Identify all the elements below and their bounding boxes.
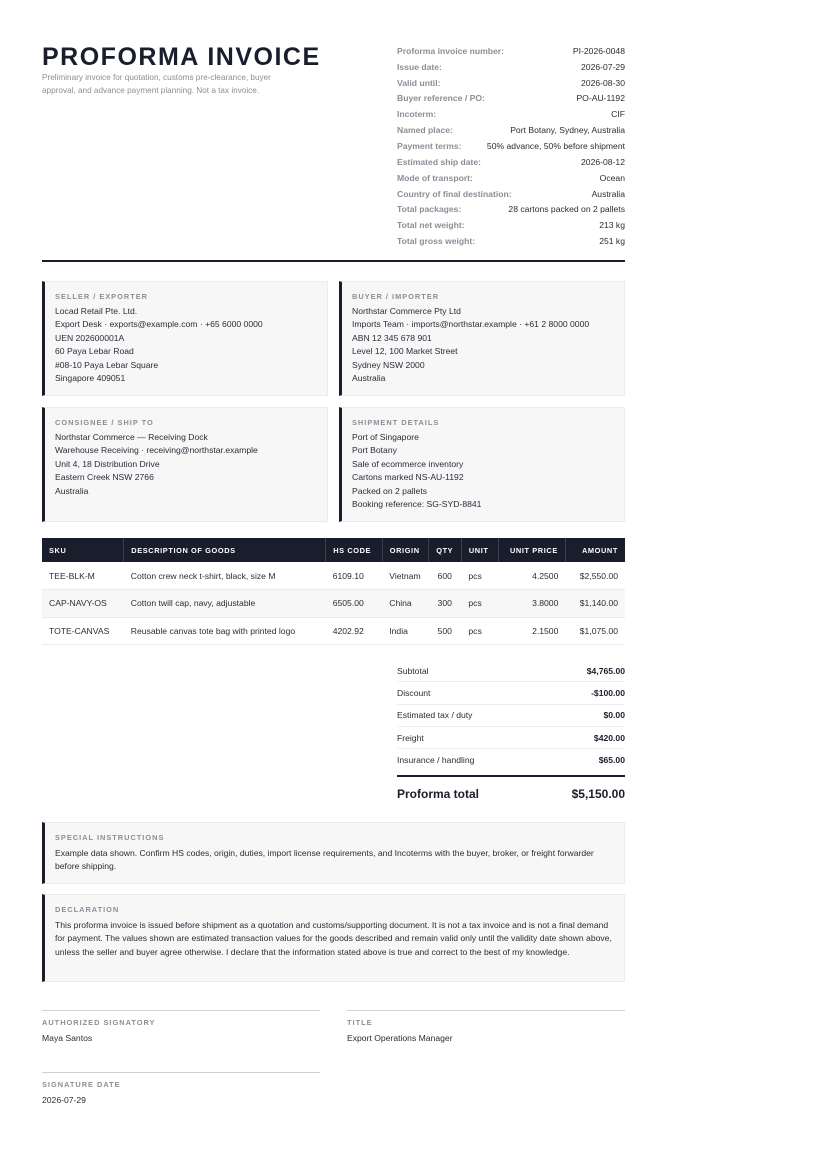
signature-date-label: SIGNATURE DATE: [42, 1080, 121, 1089]
declaration-label: DECLARATION: [55, 905, 120, 914]
meta-value: Port Botany, Sydney, Australia: [510, 125, 625, 136]
cell-hs-code: 6505.00: [326, 590, 383, 618]
column-header-origin: ORIGIN: [382, 538, 428, 562]
shipment-label: SHIPMENT DETAILS: [352, 418, 440, 427]
seller-label: SELLER / EXPORTER: [55, 292, 148, 301]
cell-unit: pcs: [461, 617, 498, 645]
grand-total: [397, 777, 625, 811]
shipment-line: Cartons marked NS-AU-1192: [352, 472, 464, 483]
cell-unit-price: 3.8000: [499, 590, 566, 618]
totals-row-tax: [397, 705, 625, 727]
signatory-name: Maya Santos: [42, 1033, 93, 1043]
cell-origin: India: [382, 617, 428, 645]
meta-value: PO-AU-1192: [576, 93, 625, 104]
table-row: [42, 590, 625, 618]
cell-sku: CAP-NAVY-OS: [42, 590, 124, 618]
shipment-line: Booking reference: SG-SYD-8841: [352, 499, 482, 510]
meta-row: [397, 59, 625, 75]
meta-label: Country of final destination:: [397, 188, 512, 199]
meta-row: [397, 201, 625, 217]
meta-row: [397, 91, 625, 107]
totals-label: Subtotal: [397, 665, 429, 676]
cell-unit: pcs: [461, 562, 498, 590]
consignee-line: Eastern Creek NSW 2766: [55, 472, 154, 483]
meta-value: PI-2026-0048: [572, 45, 625, 56]
buyer-line: Sydney NSW 2000: [352, 359, 425, 370]
title-label: TITLE: [347, 1018, 373, 1027]
buyer-line: Australia: [352, 373, 386, 384]
cell-unit-price: 2.1500: [499, 617, 566, 645]
meta-row: [397, 106, 625, 122]
header-divider: [42, 260, 625, 262]
consignee-line: Australia: [55, 485, 89, 496]
seller-line: Export Desk · exports@example.com · +65 6000 0000: [55, 319, 263, 330]
cell-description: Reusable canvas tote bag with printed logo: [124, 617, 326, 645]
totals-label: Discount: [397, 687, 431, 698]
signature-date: [42, 1072, 320, 1105]
meta-value: Ocean: [599, 172, 625, 183]
meta-row: [397, 43, 625, 59]
special-instructions-box: [42, 822, 625, 884]
title-value: Export Operations Manager: [347, 1033, 453, 1043]
column-header-amount: AMOUNT: [565, 538, 625, 562]
meta-label: Total net weight:: [397, 220, 465, 231]
meta-row: [397, 233, 625, 249]
signatory-label: AUTHORIZED SIGNATORY: [42, 1018, 156, 1027]
meta-label: Total gross weight:: [397, 236, 476, 247]
meta-value: 2026-08-12: [581, 156, 625, 167]
table-header-row: [42, 538, 625, 562]
totals-label: Freight: [397, 732, 424, 743]
consignee-line: Warehouse Receiving · receiving@northstar.example: [55, 445, 258, 456]
column-header-description: DESCRIPTION OF GOODS: [124, 538, 326, 562]
consignee-line: Northstar Commerce — Receiving Dock: [55, 432, 208, 442]
meta-value: 2026-08-30: [581, 77, 625, 88]
cell-qty: 500: [428, 617, 461, 645]
meta-row: [397, 170, 625, 186]
consignee-box: [42, 407, 328, 522]
cell-sku: TOTE-CANVAS: [42, 617, 124, 645]
cell-hs-code: 6109.10: [326, 562, 383, 590]
cell-amount: $2,550.00: [565, 562, 625, 590]
column-header-hs-code: HS CODE: [326, 538, 383, 562]
meta-label: Incoterm:: [397, 109, 437, 120]
table-row: [42, 617, 625, 645]
meta-label: Estimated ship date:: [397, 156, 482, 167]
cell-description: Cotton twill cap, navy, adjustable: [124, 590, 326, 618]
meta-label: Named place:: [397, 125, 453, 136]
meta-row: [397, 138, 625, 154]
buyer-line: Level 12, 100 Market Street: [352, 346, 458, 357]
page-title: PROFORMA INVOICE: [42, 43, 321, 71]
meta-value: Australia: [591, 188, 625, 199]
totals-value: -$100.00: [591, 687, 625, 698]
totals-row-insurance: [397, 749, 625, 771]
meta-value: 50% advance, 50% before shipment: [486, 140, 625, 151]
seller-line: 60 Paya Lebar Road: [55, 346, 134, 357]
shipment-line: Port of Singapore: [352, 432, 419, 442]
cell-amount: $1,140.00: [565, 590, 625, 618]
seller-box: [42, 281, 328, 396]
meta-row: [397, 122, 625, 138]
cell-description: Cotton crew neck t-shirt, black, size M: [124, 562, 326, 590]
totals-summary: [397, 660, 625, 811]
column-header-unit: UNIT: [461, 538, 498, 562]
consignee-label: CONSIGNEE / SHIP TO: [55, 418, 154, 427]
totals-row-freight: [397, 727, 625, 749]
shipment-line: Packed on 2 pallets: [352, 485, 428, 496]
totals-value: $0.00: [603, 710, 625, 721]
meta-value: 213 kg: [599, 220, 625, 231]
special-instructions-label: SPECIAL INSTRUCTIONS: [55, 833, 165, 842]
buyer-box: [339, 281, 625, 396]
meta-label: Proforma invoice number:: [397, 45, 504, 56]
meta-row: [397, 217, 625, 233]
table-row: [42, 562, 625, 590]
totals-label: Insurance / handling: [397, 755, 475, 766]
cell-origin: China: [382, 590, 428, 618]
meta-value: 2026-07-29: [581, 61, 625, 72]
meta-label: Mode of transport:: [397, 172, 473, 183]
meta-label: Issue date:: [397, 61, 442, 72]
goods-table: [42, 538, 625, 645]
meta-label: Total packages:: [397, 204, 462, 215]
grand-total-value: $5,150.00: [571, 787, 625, 802]
totals-value: $420.00: [593, 732, 625, 743]
seller-line: Singapore 409051: [55, 373, 126, 384]
meta-label: Payment terms:: [397, 140, 462, 151]
seller-line: Locad Retail Pte. Ltd.: [55, 306, 138, 316]
column-header-sku: SKU: [42, 538, 124, 562]
totals-label: Estimated tax / duty: [397, 710, 473, 721]
consignee-line: Unit 4, 18 Distribution Drive: [55, 458, 160, 469]
meta-value: CIF: [611, 109, 625, 120]
column-header-unit-price: UNIT PRICE: [499, 538, 566, 562]
meta-value: 251 kg: [599, 236, 625, 247]
shipment-line: Port Botany: [352, 445, 397, 456]
buyer-line: ABN 12 345 678 901: [352, 332, 432, 343]
buyer-label: BUYER / IMPORTER: [352, 292, 440, 301]
meta-value: 28 cartons packed on 2 pallets: [508, 204, 625, 215]
cell-hs-code: 4202.92: [326, 617, 383, 645]
cell-qty: 300: [428, 590, 461, 618]
cell-unit: pcs: [461, 590, 498, 618]
cell-qty: 600: [428, 562, 461, 590]
meta-row: [397, 186, 625, 202]
shipment-line: Sale of ecommerce inventory: [352, 458, 464, 469]
cell-amount: $1,075.00: [565, 617, 625, 645]
meta-row: [397, 75, 625, 91]
totals-value: $4,765.00: [586, 665, 625, 676]
declaration-box: [42, 894, 625, 982]
totals-row-discount: [397, 682, 625, 704]
invoice-header: [42, 42, 625, 262]
buyer-line: Northstar Commerce Pty Ltd: [352, 306, 461, 316]
meta-row: [397, 154, 625, 170]
signatory-title: [347, 1010, 625, 1043]
invoice-meta: [397, 43, 625, 249]
seller-line: UEN 202600001A: [55, 332, 125, 343]
seller-line: #08-10 Paya Lebar Square: [55, 359, 159, 370]
declaration-text: This proforma invoice is issued before shipment as a quotation and customs/supporting document. It is not a tax invoice and is not a final demand for payment. The values shown are estimated transaction values for the goods described and remain valid only until the validity date shown above, unless the seller and buyer agree otherwise. I declare that the information stated above is true and correct to the best of my knowledge.: [55, 920, 612, 957]
shipment-box: [339, 407, 625, 522]
totals-row-subtotal: [397, 660, 625, 682]
meta-label: Valid until:: [397, 77, 441, 88]
totals-value: $65.00: [598, 755, 625, 766]
page-subtitle: Preliminary invoice for quotation, customs pre-clearance, buyer approval, and advance payment planning. Not a tax invoice.: [42, 73, 271, 95]
column-header-qty: QTY: [428, 538, 461, 562]
authorized-signatory: [42, 1010, 320, 1043]
meta-label: Buyer reference / PO:: [397, 93, 485, 104]
cell-unit-price: 4.2500: [499, 562, 566, 590]
cell-sku: TEE-BLK-M: [42, 562, 124, 590]
grand-total-label: Proforma total: [397, 787, 480, 802]
buyer-line: Imports Team · imports@northstar.example · +61 2 8000 0000: [352, 319, 590, 330]
cell-origin: Vietnam: [382, 562, 428, 590]
signature-date-value: 2026-07-29: [42, 1095, 86, 1105]
special-instructions-text: Example data shown. Confirm HS codes, origin, duties, import license requirements, and Incoterms with the buyer, broker, or freight forwarder before shipping.: [55, 848, 594, 872]
